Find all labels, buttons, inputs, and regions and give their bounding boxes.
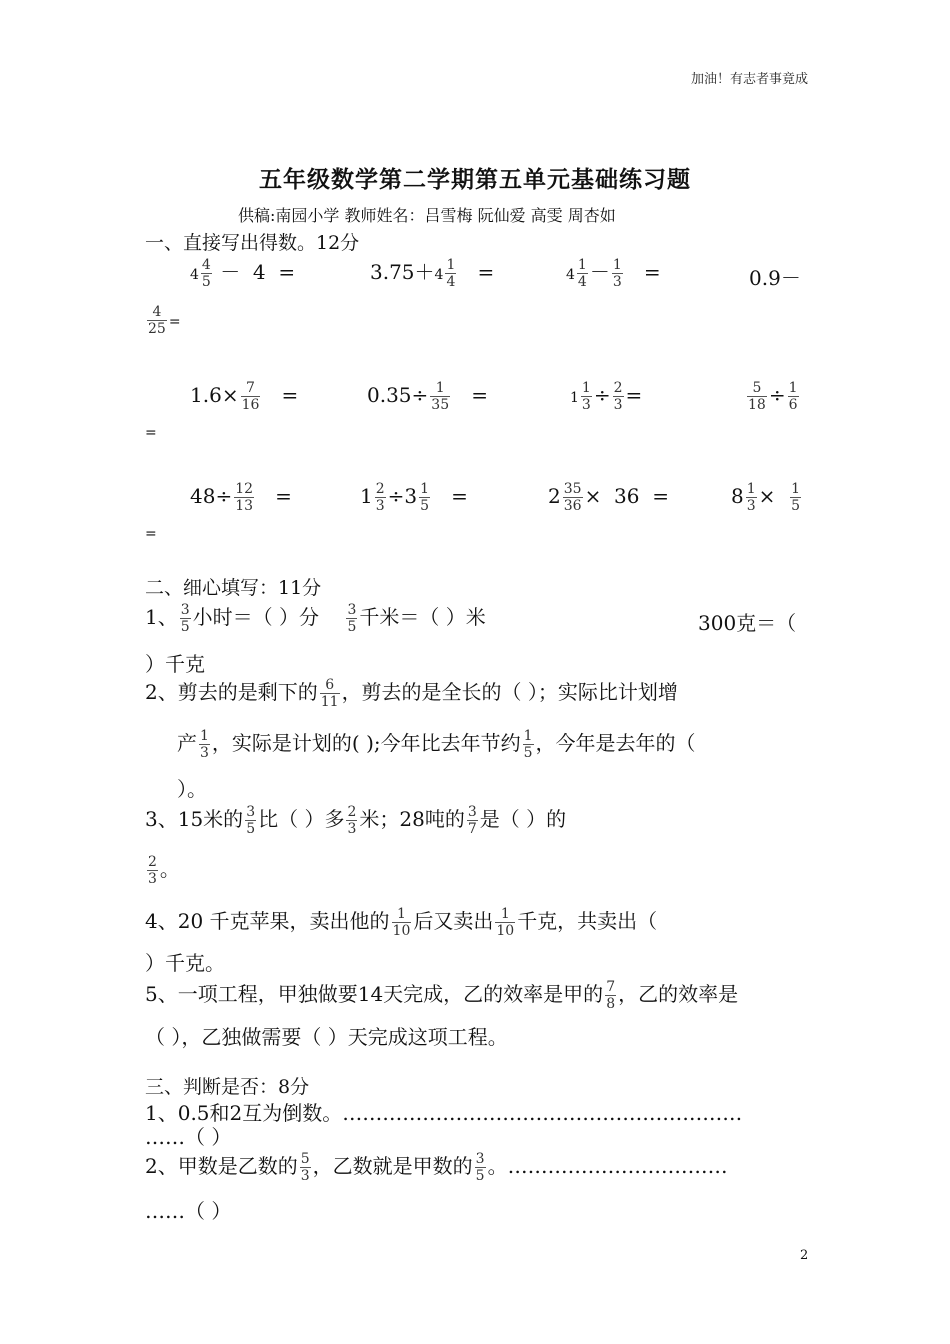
problem-8-part1: $\frac{5}{18}$ ÷ $\frac{1}{6}$ <box>748 380 798 413</box>
problem-8-part2: = <box>145 425 157 441</box>
judge-question-1-answer: ……（ ） <box>145 1125 232 1149</box>
section2-heading: 二、细心填写：11分 <box>145 577 322 599</box>
judge-question-1: 1、0.5和2互为倒数。…………………………………………………… <box>145 1101 743 1125</box>
fraction: $\frac{2}{3}$ <box>347 804 357 837</box>
fraction: $\frac{1}{35}$ <box>431 380 450 413</box>
fraction: $\frac{3}{5}$ <box>347 602 357 635</box>
fraction: $\frac{2}{3}$ <box>613 380 623 413</box>
fraction: $\frac{2}{3}$ <box>148 854 157 887</box>
judge-question-2-answer: ……（ ） <box>145 1199 232 1223</box>
fill-question-2-line3: ）。 <box>177 777 207 801</box>
fraction: $\frac{1}{3}$ <box>200 728 209 761</box>
fill-question-3: 3、15米的 $\frac{3}{5}$ 比（ ）多 $\frac{2}{3}$ 米；28吨的 $\frac{3}{7}$ 是（ ）的 <box>145 804 567 837</box>
fill-question-4: 4、20 千克苹果，卖出他的 $\frac{1}{10}$ 后又卖出 $\frac{1}{10}$ 千克，共卖出（ <box>145 906 658 939</box>
judge-question-2: 2、甲数是乙数的 $\frac{5}{3}$ ，乙数就是甲数的 $\frac{3}{5}$ 。…………………………… <box>145 1151 728 1184</box>
fill-question-1-cont: ）千克 <box>145 652 205 676</box>
fraction: $\frac{6}{11}$ <box>320 677 339 710</box>
fraction: $\frac{1}{6}$ <box>788 380 798 413</box>
page-header: 加油！有志者事竟成 <box>690 72 808 87</box>
fill-question-4-line2: ）千克。 <box>145 951 225 975</box>
fill-question-1: 1、 $\frac{3}{5}$ 小时＝（ ）分 $\frac{3}{5}$ 千米＝（ ）米 <box>145 602 486 635</box>
fraction: $\frac{1}{10}$ <box>496 906 515 939</box>
problem-2: 3.75＋4 $\frac{1}{4}$ = <box>370 257 495 290</box>
credits-line: 供稿:南园小学 教师姓名：吕雪梅 阮仙爱 高雯 周杏如 <box>238 206 616 225</box>
fill-question-2: 2、剪去的是剩下的 $\frac{6}{11}$ ，剪去的是全长的（ ）；实际比计划增 <box>145 677 678 710</box>
section1-heading: 一、直接写出得数。12分 <box>145 232 360 254</box>
problem-12-part2: = <box>145 526 157 542</box>
problem-10: 1 $\frac{2}{3}$ ÷3 $\frac{1}{5}$ = <box>360 481 468 514</box>
fraction: $\frac{1}{3}$ <box>612 257 622 290</box>
fraction: $\frac{1}{10}$ <box>392 906 411 939</box>
fraction: $\frac{1}{3}$ <box>581 380 591 413</box>
page-number: 2 <box>800 1248 809 1263</box>
fraction: $\frac{2}{3}$ <box>375 481 385 514</box>
problem-6: 0.35÷ $\frac{1}{35}$ = <box>367 380 488 413</box>
problem-11: 2 $\frac{35}{36}$ × 36 = <box>548 481 669 514</box>
fraction: $\frac{35}{36}$ <box>563 481 582 514</box>
problem-4-part2: $\frac{4}{25}$ = <box>148 304 181 337</box>
fill-question-3-line2: $\frac{2}{3}$ 。 <box>148 854 180 887</box>
fill-question-5-line2: （ ），乙独做需要（ ）天完成这项工程。 <box>145 1025 508 1049</box>
fraction: $\frac{1}{5}$ <box>420 481 430 514</box>
fill-question-5: 5、一项工程，甲独做要14天完成，乙的效率是甲的 $\frac{7}{8}$ ，乙的效率是 <box>145 979 739 1012</box>
fraction: $\frac{5}{3}$ <box>300 1151 310 1184</box>
fraction: $\frac{1}{3}$ <box>746 481 756 514</box>
problem-12-part1: 8 $\frac{1}{3}$ × $\frac{1}{5}$ <box>731 481 801 514</box>
fraction: $\frac{12}{13}$ <box>235 481 254 514</box>
fraction: $\frac{5}{18}$ <box>748 380 766 413</box>
fraction: $\frac{1}{4}$ <box>577 257 587 290</box>
problem-3: 4 $\frac{1}{4}$ － $\frac{1}{3}$ = <box>566 257 661 290</box>
problem-1: 4 $\frac{4}{5}$ － 4 = <box>190 257 296 290</box>
problem-4-part1: 0.9－ <box>749 266 801 290</box>
fill-question-1-end: 300克＝（ <box>698 611 797 635</box>
fill-question-2-line2: 产 $\frac{1}{3}$ ，实际是计划的( );今年比去年节约 $\frac{1}{5}$ ，今年是去年的（ <box>177 728 696 761</box>
fraction: $\frac{1}{5}$ <box>791 481 801 514</box>
section3-heading: 三、判断是否：8分 <box>145 1076 310 1098</box>
problem-7: 1 $\frac{1}{3}$ ÷ $\frac{2}{3}$ = <box>570 380 643 413</box>
fraction: $\frac{3}{5}$ <box>180 602 190 635</box>
fraction: $\frac{3}{5}$ <box>246 804 256 837</box>
fraction: $\frac{1}{5}$ <box>523 728 533 761</box>
whole-number: 4 <box>190 267 199 283</box>
fraction: $\frac{3}{5}$ <box>475 1151 485 1184</box>
fraction: $\frac{1}{4}$ <box>446 257 456 290</box>
problem-5: 1.6× $\frac{7}{16}$ = <box>190 380 299 413</box>
problem-9: 48÷ $\frac{12}{13}$ = <box>190 481 292 514</box>
fraction: $\frac{7}{8}$ <box>606 979 616 1012</box>
page-title: 五年级数学第二学期第五单元基础练习题 <box>259 166 691 193</box>
fraction: $\frac{4}{5}$ <box>201 257 211 290</box>
fraction: $\frac{4}{25}$ <box>148 304 166 337</box>
fraction: $\frac{7}{16}$ <box>241 380 260 413</box>
fraction: $\frac{3}{7}$ <box>467 804 477 837</box>
